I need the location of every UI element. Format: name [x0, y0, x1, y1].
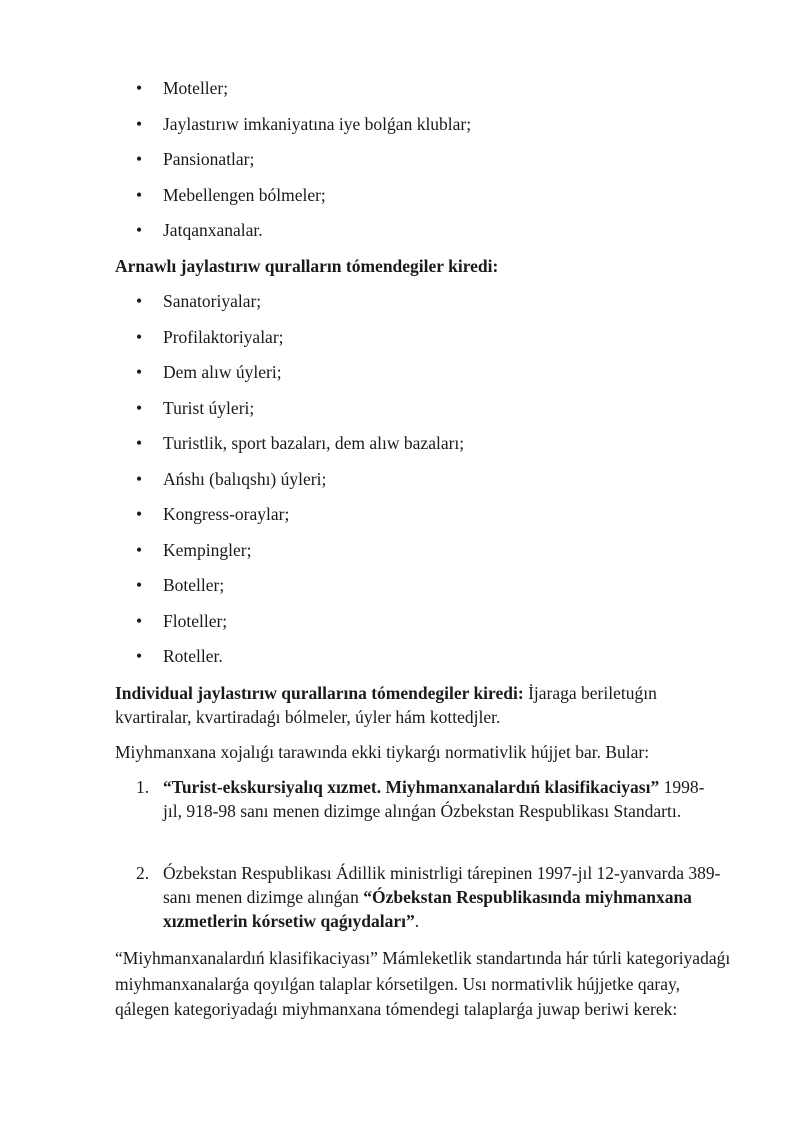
item-bold-title: “Ózbekstan Respublikasında miyhmanxana xızmetlerin kórsetiw qaǵıydaları”	[163, 887, 692, 931]
numbered-item	[0, 775, 723, 861]
accommodation-list	[0, 76, 800, 254]
list-item: • Mebellengen bólmeler;	[0, 183, 800, 219]
list-item: • Kongress-oraylar;	[0, 502, 800, 538]
list-item: • Ańshı (balıqshı) úyleri;	[0, 467, 800, 503]
item-number: 2.	[136, 863, 150, 883]
list-item: • Kempingler;	[0, 538, 800, 574]
normative-documents-list	[0, 775, 800, 933]
special-heading-text: Arnawlı jaylastırıw quralların tómendegiler kiredi:	[115, 256, 499, 276]
special-accommodation-heading	[115, 254, 735, 278]
list-item: • Turistlik, sport bazaları, dem alıw bazaları;	[0, 431, 800, 467]
list-item: • Profilaktoriyalar;	[0, 325, 800, 361]
individual-body-text: İjaraga beriletuǵın kvartiralar, kvartiradaǵı bólmeler, úyler hám kottedjler.	[115, 683, 657, 727]
item-text: 1998-jıl, 918-98 sanı menen dizimge alınǵan Ózbekstan Respublikası Standartı.	[163, 777, 705, 821]
individual-heading-text: Individual jaylastırıw qurallarına tómendegiler kiredi:	[115, 683, 524, 703]
item-text: Ózbekstan Respublikası Ádillik ministrligi tárepinen 1997-jıl 12-yanvarda 389-sanı menen dizimge alınǵan	[163, 863, 721, 907]
list-item: • Jatqanxanalar.	[0, 218, 800, 254]
list-item: • Roteller.	[0, 644, 800, 680]
special-accommodation-list	[0, 289, 800, 680]
list-item: • Moteller;	[0, 76, 800, 112]
list-item: • Jaylastırıw imkaniyatına iye bolǵan klublar;	[0, 112, 800, 148]
list-item: • Dem alıw úyleri;	[0, 360, 800, 396]
list-item: • Sanatoriyalar;	[0, 289, 800, 325]
individual-accommodation-paragraph	[115, 681, 735, 729]
item-tail: .	[414, 911, 420, 931]
list-item: • Floteller;	[0, 609, 800, 645]
closing-paragraph: “Miyhmanxanalardıń klasifikaciyası” Mámleketlik standartında hár túrli kategoriyadaǵı miyhmanxanalarǵa qoyılǵan talaplar kórsetilgen. Usı normativlik hújjetke qaray, qálegen kategoriyadaǵı miyhmanxana tómendegi talaplarǵa juwap beriwi kerek:	[115, 948, 731, 1019]
intro-paragraph: Miyhmanxana xojalıǵı tarawında ekki tiykarǵı normativlik hújjet bar. Bular:	[115, 742, 650, 762]
list-item: • Pansionatlar;	[0, 147, 800, 183]
list-item: • Boteller;	[0, 573, 800, 609]
item-number: 1.	[136, 777, 150, 797]
numbered-item	[0, 861, 723, 933]
item-bold-title: “Turist-ekskursiyalıq xızmet. Miyhmanxanalardıń klasifikaciyası”	[163, 777, 660, 797]
list-item: • Turist úyleri;	[0, 396, 800, 432]
